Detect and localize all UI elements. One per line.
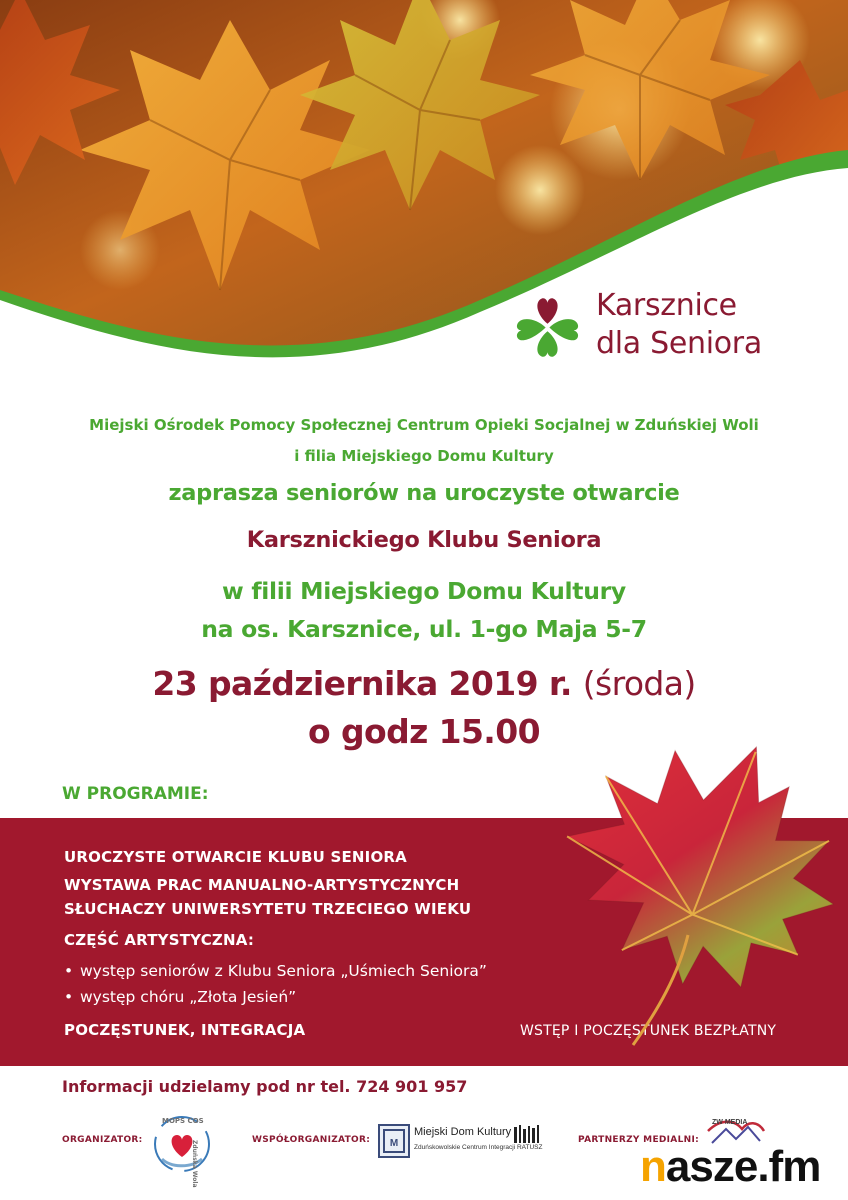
- nasze-fm-rest: asze: [665, 1142, 758, 1191]
- nasze-fm-n: n: [640, 1142, 666, 1191]
- logo-wordmark: [596, 287, 762, 363]
- mops-logo-sub: Zduńska Wola: [191, 1140, 198, 1188]
- program-heading: W PROGRAMIE:: [62, 784, 209, 804]
- mdk-emblem-icon: [378, 1124, 410, 1158]
- invitation-text: zaprasza seniorów na uroczyste otwarcie: [168, 480, 680, 506]
- ratusz-barcode-icon: [514, 1125, 540, 1143]
- organizer-label: ORGANIZATOR:: [62, 1135, 143, 1145]
- event-date: [0, 664, 848, 703]
- nasze-fm-fm: fm: [768, 1142, 821, 1191]
- nasze-fm-logo: [640, 1142, 848, 1200]
- nasze-fm-dot: .: [757, 1142, 769, 1191]
- clover-heart-icon: [510, 290, 585, 365]
- mdk-title: Miejski Dom Kultury: [414, 1126, 512, 1138]
- program-bullet-text: występ seniorów z Klubu Seniora „Uśmiech Seniora”: [80, 962, 487, 980]
- contact-phone: Informacji udzielamy pod nr tel. 724 901 957: [62, 1077, 468, 1096]
- program-item-exhibition-line-1: WYSTAWA PRAC MANUALNO-ARTYSTYCZNYCH: [64, 876, 460, 894]
- karsznice-logo: [510, 285, 810, 375]
- coorganizer-label: WSPÓŁORGANIZATOR:: [252, 1135, 371, 1145]
- program-item-opening: UROCZYSTE OTWARCIE KLUBU SENIORA: [64, 848, 407, 866]
- media-partners-label: PARTNERZY MEDIALNI:: [578, 1135, 699, 1145]
- mdk-subtitle: Zduńskowolskie Centrum Integracji RATUSZ: [414, 1144, 543, 1151]
- free-entry-note: WSTĘP I POCZĘSTUNEK BEZPŁATNY: [520, 1023, 777, 1039]
- program-bullet-item: [64, 988, 296, 1006]
- event-time: o godz 15.00: [308, 712, 540, 751]
- mops-logo-caption: [162, 1117, 204, 1125]
- zw-media-text: ZW MEDIA: [712, 1119, 748, 1126]
- bullet-glyph: •: [64, 962, 74, 980]
- logo-line-2: dla Seniora: [596, 326, 762, 361]
- program-bullet-item: [64, 962, 487, 980]
- mdk-logo: [378, 1124, 548, 1160]
- program-bullet-text: występ chóru „Złota Jesień”: [80, 988, 297, 1006]
- venue-line-1: w filii Miejskiego Domu Kultury: [222, 577, 626, 605]
- program-item-artistic: CZĘŚĆ ARTYSTYCZNA:: [64, 931, 255, 949]
- logo-line-1: Karsznice: [596, 288, 737, 323]
- mops-logo-text: MOPS COS: [162, 1117, 204, 1125]
- organizer-line-2: i filia Miejskiego Domu Kultury: [294, 447, 554, 465]
- bullet-glyph: •: [64, 988, 74, 1006]
- club-name: Karsznickiego Klubu Seniora: [246, 527, 602, 553]
- maple-leaf-icon: [538, 735, 838, 1055]
- svg-text:M: M: [389, 1138, 399, 1149]
- venue-line-2: na os. Karsznice, ul. 1-go Maja 5-7: [201, 615, 647, 643]
- program-item-exhibition-line-2: SŁUCHACZY UNIWERSYTETU TRZECIEGO WIEKU: [64, 900, 472, 918]
- program-item-refreshments: POCZĘSTUNEK, INTEGRACJA: [64, 1021, 306, 1039]
- event-date-main: 23 października 2019 r.: [152, 664, 572, 703]
- event-weekday: (środa): [582, 664, 696, 703]
- organizer-line-1: Miejski Ośrodek Pomocy Społecznej Centrum Opieki Socjalnej w Zduńskiej Woli: [89, 416, 759, 434]
